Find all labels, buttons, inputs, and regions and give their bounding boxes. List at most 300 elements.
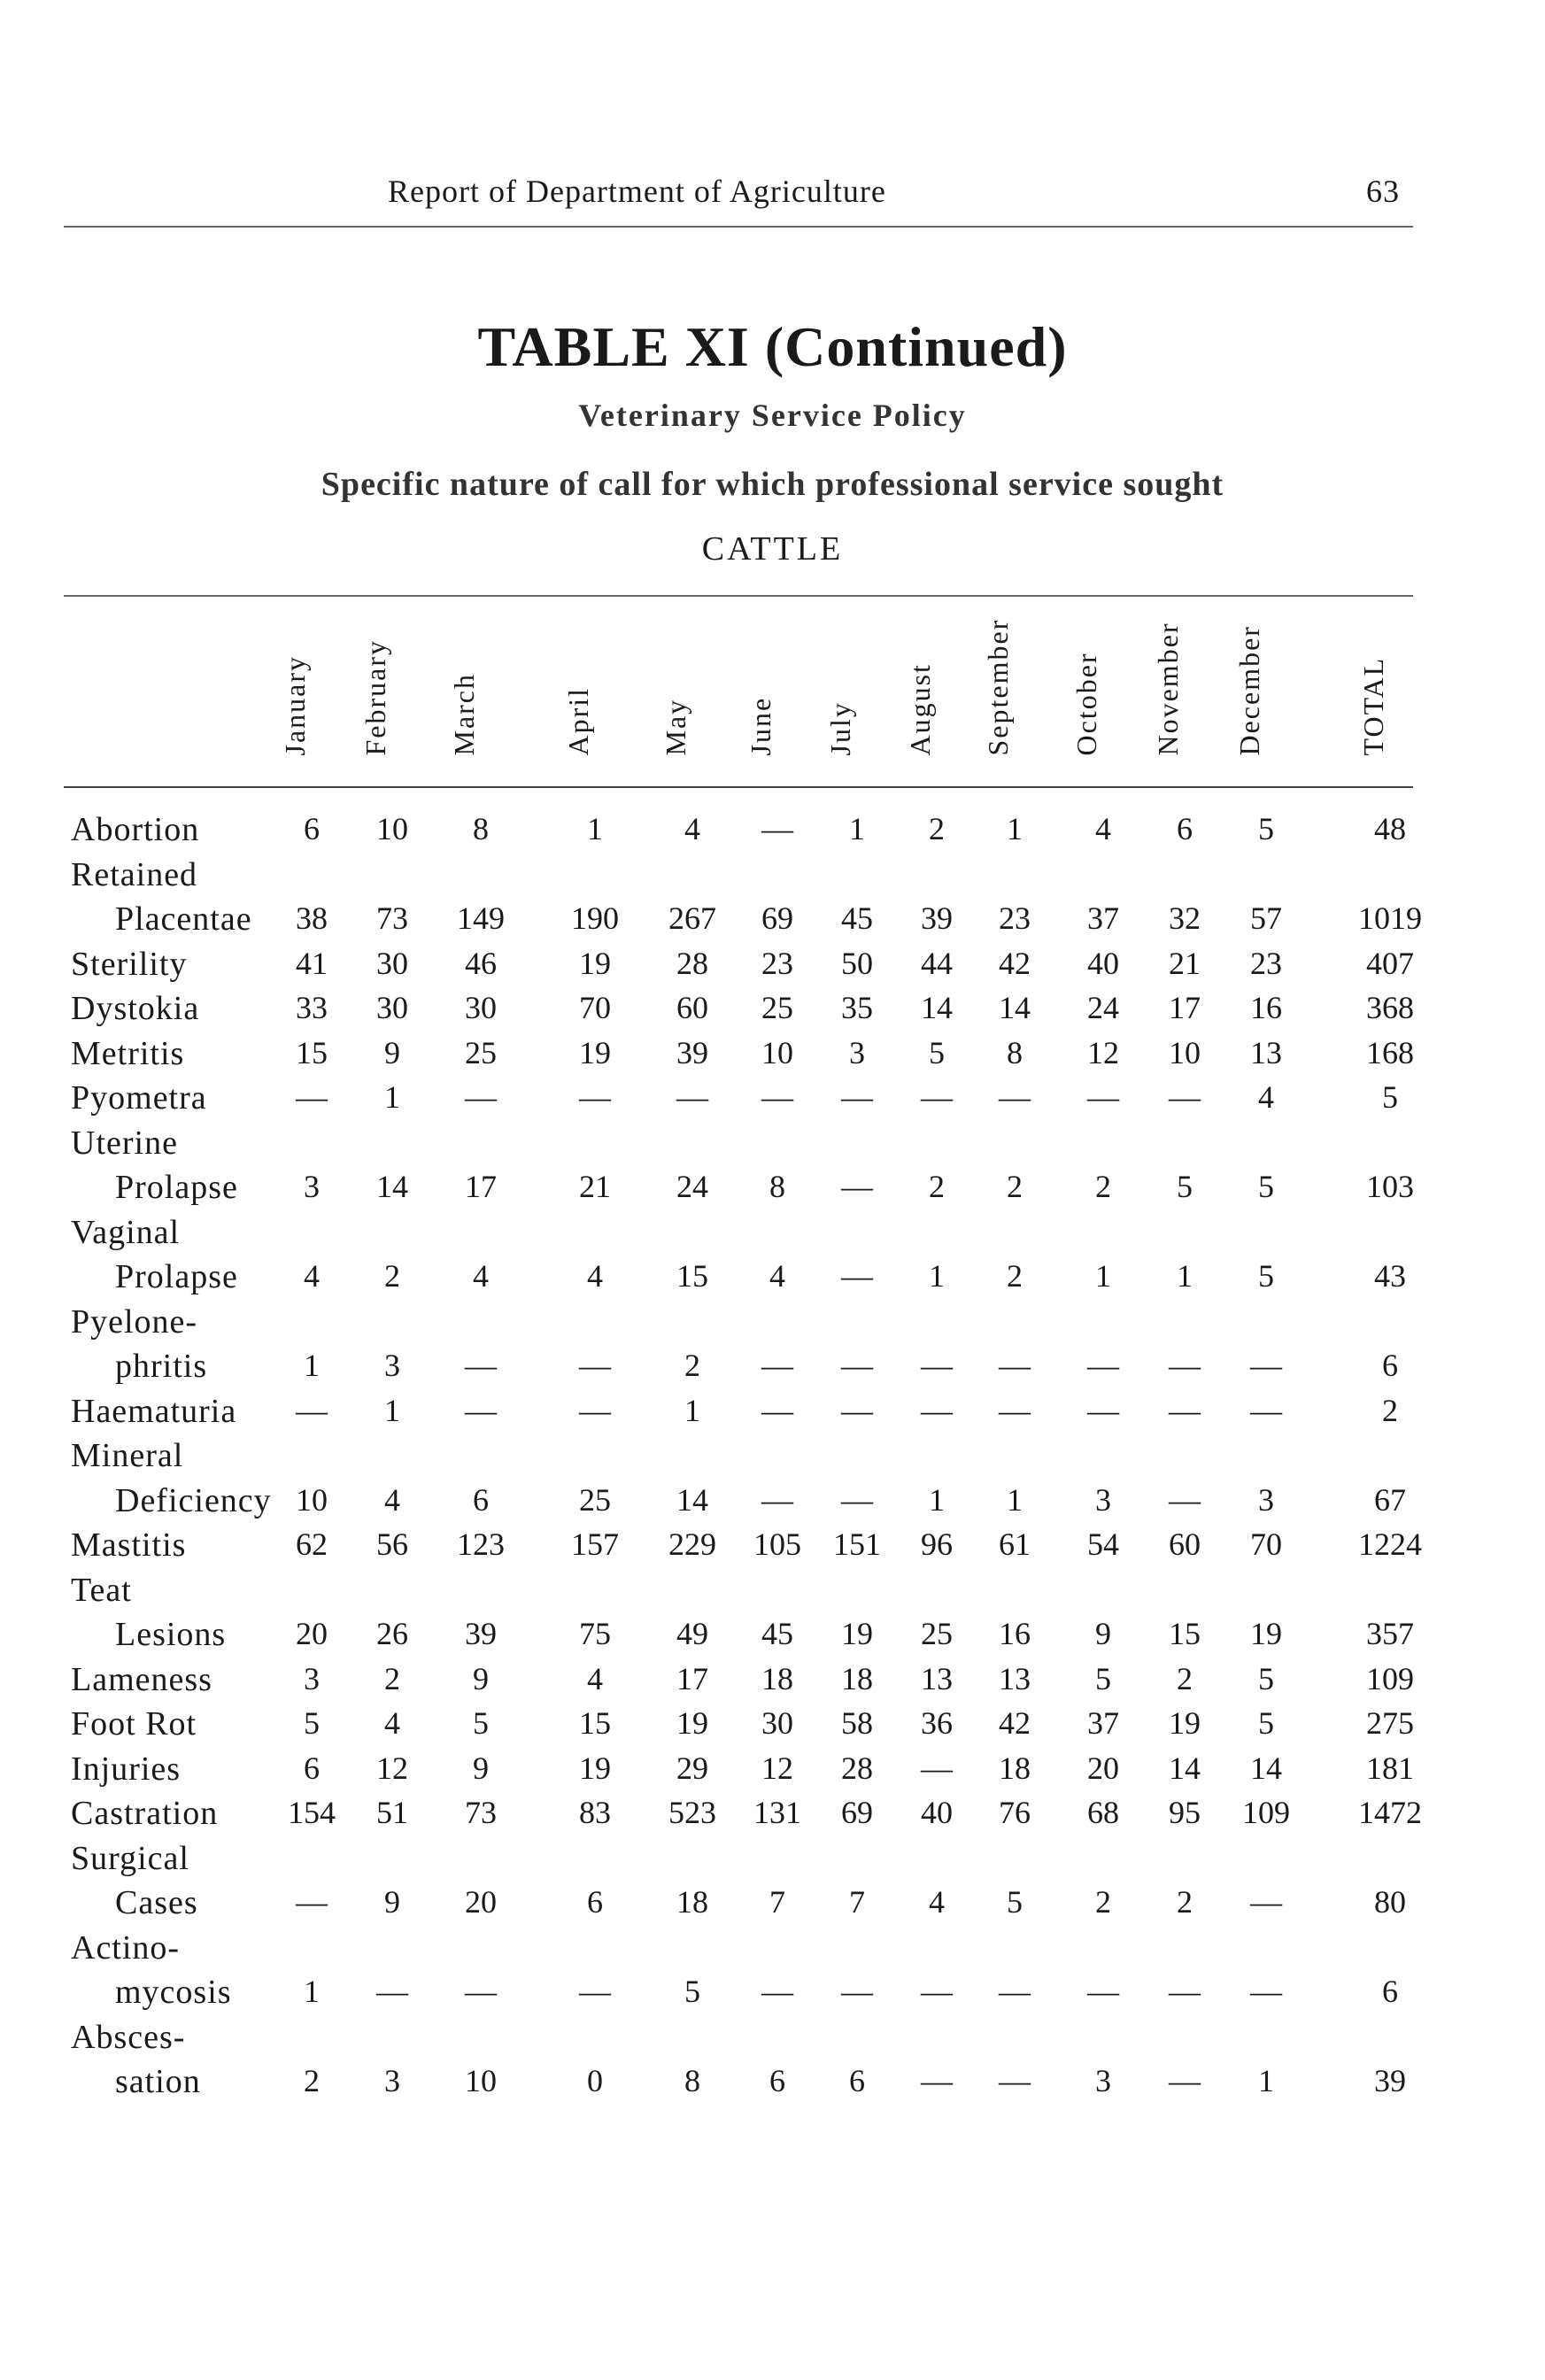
table-cell: 6 [769, 2063, 785, 2098]
table-cell: 5 [1258, 1660, 1274, 1696]
table-cell: 54 [1087, 1526, 1119, 1562]
row-label: Vaginal [71, 1213, 181, 1251]
table-cell: 32 [1169, 900, 1201, 936]
table-cell: — [841, 1481, 873, 1518]
table-cell: — [1169, 1348, 1201, 1383]
table-cell: 149 [457, 900, 505, 936]
table-cell: 21 [1169, 945, 1201, 981]
table-cell: 9 [384, 1884, 400, 1920]
table-cell: 23 [999, 900, 1031, 936]
table-cell: 8 [473, 811, 489, 846]
table-cell: 17 [465, 1169, 497, 1204]
table-cell: 3 [384, 2063, 400, 2098]
column-header-september [982, 602, 1041, 779]
table-cell: 5 [473, 1705, 489, 1741]
table-cell: 39 [465, 1616, 497, 1651]
table-cell: 35 [841, 990, 873, 1025]
row-label: Cases [115, 1884, 198, 1921]
column-header-label: August [904, 663, 936, 756]
column-header-label: November [1152, 622, 1184, 756]
table-cell: — [1250, 1392, 1282, 1428]
table-cell: — [921, 1348, 953, 1383]
table-cell: 40 [921, 1795, 953, 1830]
column-header-december [1233, 602, 1293, 779]
table-cell: — [921, 2063, 953, 2098]
table-cell: 2 [384, 1258, 400, 1294]
table-cell: — [841, 1392, 873, 1428]
total-cell: 168 [1366, 1034, 1414, 1070]
column-header-label: January [279, 654, 311, 756]
total-cell: 1019 [1358, 900, 1422, 936]
table-cell: 30 [465, 990, 497, 1025]
table-cell: — [841, 1974, 873, 2009]
table-cell: 8 [769, 1169, 785, 1204]
table-cell: 18 [841, 1660, 873, 1696]
column-header-august [904, 602, 963, 779]
table-cell: 16 [1250, 990, 1282, 1025]
table-cell: 1 [304, 1974, 320, 2009]
table-cell: 73 [465, 1795, 497, 1830]
table-cell: 6 [849, 2063, 865, 2098]
table-cell: 49 [676, 1616, 708, 1651]
column-header-october [1070, 602, 1130, 779]
total-cell: 39 [1374, 2063, 1406, 2098]
table-cell: 28 [841, 1750, 873, 1786]
table-cell: — [761, 1079, 793, 1115]
table-cell: 157 [571, 1526, 619, 1562]
table-cell: 5 [1095, 1660, 1111, 1696]
table-cell: 3 [849, 1034, 865, 1070]
table-cell: 18 [999, 1750, 1031, 1786]
table-cell: 13 [999, 1660, 1031, 1696]
table-cell: 2 [1007, 1258, 1023, 1294]
table-cell: — [841, 1348, 873, 1383]
table-cell: 39 [676, 1034, 708, 1070]
table-cell: 2 [929, 1169, 945, 1204]
table-cell: 4 [384, 1705, 400, 1741]
row-label: Injuries [71, 1750, 182, 1788]
row-label: Deficiency [115, 1481, 272, 1519]
table-cell: 30 [761, 1705, 793, 1741]
table-cell: 73 [376, 900, 408, 936]
table-cell: 123 [457, 1526, 505, 1562]
table-title: TABLE XI (Continued) [477, 315, 1068, 378]
table-cell: 6 [587, 1884, 603, 1920]
table-cell: 5 [684, 1974, 700, 2009]
table-cell: 10 [296, 1481, 328, 1518]
column-header-label: October [1070, 652, 1102, 756]
table-cell: 7 [769, 1884, 785, 1920]
column-header-april [562, 602, 622, 779]
table-top-rule [64, 595, 1413, 597]
row-label: Metritis [71, 1034, 185, 1072]
table-cell: — [761, 811, 793, 846]
table-cell: 60 [1169, 1526, 1201, 1562]
table-cell: 4 [587, 1258, 603, 1294]
table-cell: 13 [921, 1660, 953, 1696]
row-label: Pyometra [71, 1079, 207, 1117]
table-cell: — [999, 2063, 1031, 2098]
row-label: Uterine [71, 1124, 178, 1162]
row-label: Teat [71, 1571, 132, 1609]
table-cell: — [1087, 1974, 1119, 2009]
table-cell: 10 [465, 2063, 497, 2098]
table-cell: — [579, 1392, 611, 1428]
table-cell: 12 [761, 1750, 793, 1786]
table-cell: — [465, 1974, 497, 2009]
table-cell: 51 [376, 1795, 408, 1830]
table-cell: 6 [304, 811, 320, 846]
table-cell: 61 [999, 1526, 1031, 1562]
row-label: Surgical [71, 1839, 189, 1877]
column-header-july [824, 602, 884, 779]
table-cell: — [296, 1884, 328, 1920]
column-header-label: April [562, 686, 594, 756]
table-cell: 8 [1007, 1034, 1023, 1070]
table-cell: 4 [769, 1258, 785, 1294]
column-header-february [359, 602, 419, 779]
table-cell: 69 [841, 1795, 873, 1830]
table-cell: 76 [999, 1795, 1031, 1830]
table-cell: 7 [849, 1884, 865, 1920]
table-cell: 2 [684, 1348, 700, 1383]
table-cell: 14 [1169, 1750, 1201, 1786]
table-cell: 0 [587, 2063, 603, 2098]
row-label: Castration [71, 1795, 219, 1832]
table-cell: 36 [921, 1705, 953, 1741]
table-cell: 4 [304, 1258, 320, 1294]
row-label: Absces- [71, 2018, 186, 2056]
table-cell: 38 [296, 900, 328, 936]
total-cell: 5 [1382, 1079, 1398, 1115]
header-bottom-rule [64, 786, 1413, 788]
table-cell: — [1250, 1884, 1282, 1920]
table-cell: 5 [1007, 1884, 1023, 1920]
table-cell: 4 [684, 811, 700, 846]
table-cell: 14 [1250, 1750, 1282, 1786]
table-cell: — [1250, 1348, 1282, 1383]
table-cell: 5 [1258, 1169, 1274, 1204]
table-cell: 25 [761, 990, 793, 1025]
table-cell: 70 [579, 990, 611, 1025]
column-header-label: July [824, 701, 856, 756]
table-cell: 68 [1087, 1795, 1119, 1830]
table-cell: 56 [376, 1526, 408, 1562]
table-cell: — [761, 1974, 793, 2009]
table-cell: 2 [929, 811, 945, 846]
table-cell: — [999, 1974, 1031, 2009]
table-cell: 16 [999, 1616, 1031, 1651]
table-subtitle: Veterinary Service Policy [578, 398, 967, 433]
total-cell: 1472 [1358, 1795, 1422, 1830]
table-cell: 62 [296, 1526, 328, 1562]
row-label: Retained [71, 855, 198, 893]
table-cell: 44 [921, 945, 953, 981]
table-cell: — [465, 1348, 497, 1383]
table-cell: 2 [384, 1660, 400, 1696]
table-cell: — [999, 1348, 1031, 1383]
running-header [0, 173, 1545, 217]
table-cell: 5 [304, 1705, 320, 1741]
table-cell: — [999, 1392, 1031, 1428]
table-cell: 96 [921, 1526, 953, 1562]
table-cell: 19 [579, 1750, 611, 1786]
table-cell: 9 [473, 1750, 489, 1786]
table-cell: 17 [1169, 990, 1201, 1025]
column-header-total [1357, 602, 1417, 779]
species-heading: CATTLE [701, 530, 844, 568]
table-cell: — [579, 1974, 611, 2009]
table-cell: 1 [384, 1079, 400, 1115]
table-cell: — [1250, 1974, 1282, 2009]
table-cell: 30 [376, 945, 408, 981]
header-rule [64, 226, 1413, 228]
table-cell: 58 [841, 1705, 873, 1741]
table-cell: — [579, 1348, 611, 1383]
table-cell: 39 [921, 900, 953, 936]
table-cell: 60 [676, 990, 708, 1025]
table-cell: 4 [473, 1258, 489, 1294]
table-cell: — [761, 1481, 793, 1518]
table-cell: — [841, 1258, 873, 1294]
table-cell: 18 [676, 1884, 708, 1920]
table-cell: 19 [579, 1034, 611, 1070]
table-cell: — [676, 1079, 708, 1115]
row-label: Mineral [71, 1437, 184, 1474]
table-cell: 2 [304, 2063, 320, 2098]
table-caption: Specific nature of call for which professional service sought [321, 466, 1224, 503]
table-cell: 15 [296, 1034, 328, 1070]
table-cell: 57 [1250, 900, 1282, 936]
table-cell: 45 [761, 1616, 793, 1651]
column-header-january [279, 602, 338, 779]
table-cell: 30 [376, 990, 408, 1025]
table-cell: 4 [384, 1481, 400, 1518]
table-cell: 19 [1169, 1705, 1201, 1741]
table-cell: 19 [676, 1705, 708, 1741]
table-cell: 14 [921, 990, 953, 1025]
column-header-label: February [359, 638, 391, 756]
table-cell: 25 [465, 1034, 497, 1070]
table-cell: 13 [1250, 1034, 1282, 1070]
table-cell: 2 [1177, 1660, 1193, 1696]
table-cell: 18 [761, 1660, 793, 1696]
column-header-label: May [660, 698, 691, 756]
table-cell: — [1087, 1079, 1119, 1115]
table-cell: 5 [1258, 811, 1274, 846]
row-label: mycosis [115, 1974, 232, 2011]
table-cell: — [921, 1079, 953, 1115]
table-cell: 6 [473, 1481, 489, 1518]
table-cell: 6 [304, 1750, 320, 1786]
table-cell: — [841, 1169, 873, 1204]
table-cell: 26 [376, 1616, 408, 1651]
row-label: Foot Rot [71, 1705, 197, 1742]
table-cell: 25 [921, 1616, 953, 1651]
table-cell: — [465, 1392, 497, 1428]
table-cell: 5 [1258, 1705, 1274, 1741]
table-cell: 1 [1258, 2063, 1274, 2098]
table-cell: 2 [1177, 1884, 1193, 1920]
table-cell: 1 [684, 1392, 700, 1428]
table-cell: 15 [1169, 1616, 1201, 1651]
table-cell: 3 [384, 1348, 400, 1383]
total-cell: 103 [1366, 1169, 1414, 1204]
column-header-label: June [745, 696, 776, 756]
table-cell: 1 [1007, 811, 1023, 846]
table-cell: 33 [296, 990, 328, 1025]
table-cell: 50 [841, 945, 873, 981]
row-label: Haematuria [71, 1392, 237, 1430]
total-cell: 407 [1366, 945, 1414, 981]
table-cell: 229 [668, 1526, 716, 1562]
table-cell: — [1169, 1974, 1201, 2009]
table-cell: 41 [296, 945, 328, 981]
table-cell: 23 [761, 945, 793, 981]
table-cell: 1 [304, 1348, 320, 1383]
column-header-label: TOTAL [1357, 656, 1389, 756]
table-cell: 19 [579, 945, 611, 981]
table-cell: 42 [999, 1705, 1031, 1741]
table-cell: 4 [1095, 811, 1111, 846]
table-cell: — [841, 1079, 873, 1115]
table-cell: 4 [587, 1660, 603, 1696]
table-cell: 40 [1087, 945, 1119, 981]
table-cell: 70 [1250, 1526, 1282, 1562]
row-label: Lesions [115, 1616, 227, 1653]
table-cell: 1 [587, 811, 603, 846]
table-cell: 9 [384, 1034, 400, 1070]
table-cell: 5 [929, 1034, 945, 1070]
table-cell: — [921, 1750, 953, 1786]
table-cell: 12 [1087, 1034, 1119, 1070]
table-cell: 131 [753, 1795, 801, 1830]
table-cell: 4 [929, 1884, 945, 1920]
table-cell: 1 [1095, 1258, 1111, 1294]
table-cell: — [921, 1974, 953, 2009]
table-cell: 75 [579, 1616, 611, 1651]
table-cell: 5 [1258, 1258, 1274, 1294]
row-label: sation [115, 2063, 201, 2100]
table-cell: 20 [1087, 1750, 1119, 1786]
table-cell: 1 [1177, 1258, 1193, 1294]
table-cell: 9 [1095, 1616, 1111, 1651]
table-cell: 37 [1087, 900, 1119, 936]
table-cell: — [1169, 2063, 1201, 2098]
row-label: Placentae [115, 900, 252, 938]
table-cell: 190 [571, 900, 619, 936]
table-cell: 1 [849, 811, 865, 846]
total-cell: 6 [1382, 1348, 1398, 1383]
column-header-march [448, 602, 507, 779]
table-cell: 12 [376, 1750, 408, 1786]
table-cell: 10 [1169, 1034, 1201, 1070]
row-label: phritis [115, 1348, 208, 1385]
table-cell: — [999, 1079, 1031, 1115]
table-cell: — [579, 1079, 611, 1115]
column-header-label: December [1233, 625, 1265, 756]
table-cell: 3 [1095, 2063, 1111, 2098]
table-cell: — [1169, 1079, 1201, 1115]
total-cell: 1224 [1358, 1526, 1422, 1562]
table-cell: 19 [1250, 1616, 1282, 1651]
total-cell: 2 [1382, 1392, 1398, 1428]
column-header-label: March [448, 672, 480, 756]
table-cell: 105 [753, 1526, 801, 1562]
table-cell: 6 [1177, 811, 1193, 846]
table-cell: — [921, 1392, 953, 1428]
table-cell: — [1087, 1348, 1119, 1383]
column-header-june [745, 602, 804, 779]
table-cell: — [376, 1974, 408, 2009]
table-cell: — [761, 1348, 793, 1383]
table-cell: 46 [465, 945, 497, 981]
table-cell: 20 [296, 1616, 328, 1651]
row-label: Lameness [71, 1660, 212, 1698]
row-label: Pyelone- [71, 1302, 198, 1341]
table-cell: 3 [304, 1169, 320, 1204]
table-cell: 10 [761, 1034, 793, 1070]
table-cell: — [1169, 1481, 1201, 1518]
table-cell: 95 [1169, 1795, 1201, 1830]
total-cell: 48 [1374, 811, 1406, 846]
table-cell: 2 [1007, 1169, 1023, 1204]
table-cell: — [1087, 1392, 1119, 1428]
table-cell: 2 [1095, 1884, 1111, 1920]
table-cell: 25 [579, 1481, 611, 1518]
table-cell: 42 [999, 945, 1031, 981]
table-cell: 24 [1087, 990, 1119, 1025]
table-cell: 14 [376, 1169, 408, 1204]
running-title: Report of Department of Agriculture [388, 174, 886, 209]
table-cell: 2 [1095, 1169, 1111, 1204]
table-cell: 4 [1258, 1079, 1274, 1115]
total-cell: 67 [1374, 1481, 1406, 1518]
table-cell: 17 [676, 1660, 708, 1696]
total-cell: 6 [1382, 1974, 1398, 2009]
table-cell: 24 [676, 1169, 708, 1204]
table-cell: — [296, 1079, 328, 1115]
table-cell: 14 [999, 990, 1031, 1025]
table-cell: 9 [473, 1660, 489, 1696]
table-cell: 267 [668, 900, 716, 936]
table-cell: 1 [384, 1392, 400, 1428]
table-cell: 1 [929, 1258, 945, 1294]
table-cell: 83 [579, 1795, 611, 1830]
row-label: Dystokia [71, 990, 200, 1027]
table-cell: 151 [833, 1526, 881, 1562]
column-header-label: September [982, 618, 1014, 756]
table-cell: 19 [841, 1616, 873, 1651]
column-header-may [660, 602, 719, 779]
total-cell: 43 [1374, 1258, 1406, 1294]
row-label: Prolapse [115, 1169, 238, 1206]
table-cell: 3 [1258, 1481, 1274, 1518]
table-cell: — [761, 1392, 793, 1428]
table-cell: — [296, 1392, 328, 1428]
table-cell: 28 [676, 945, 708, 981]
row-label: Actino- [71, 1928, 181, 1967]
table-cell: 21 [579, 1169, 611, 1204]
table-cell: 3 [304, 1660, 320, 1696]
table-cell: 20 [465, 1884, 497, 1920]
row-label: Sterility [71, 945, 188, 983]
table-cell: 29 [676, 1750, 708, 1786]
table-cell: 5 [1177, 1169, 1193, 1204]
table-cell: 1 [929, 1481, 945, 1518]
table-cell: 10 [376, 811, 408, 846]
table-cell: 8 [684, 2063, 700, 2098]
